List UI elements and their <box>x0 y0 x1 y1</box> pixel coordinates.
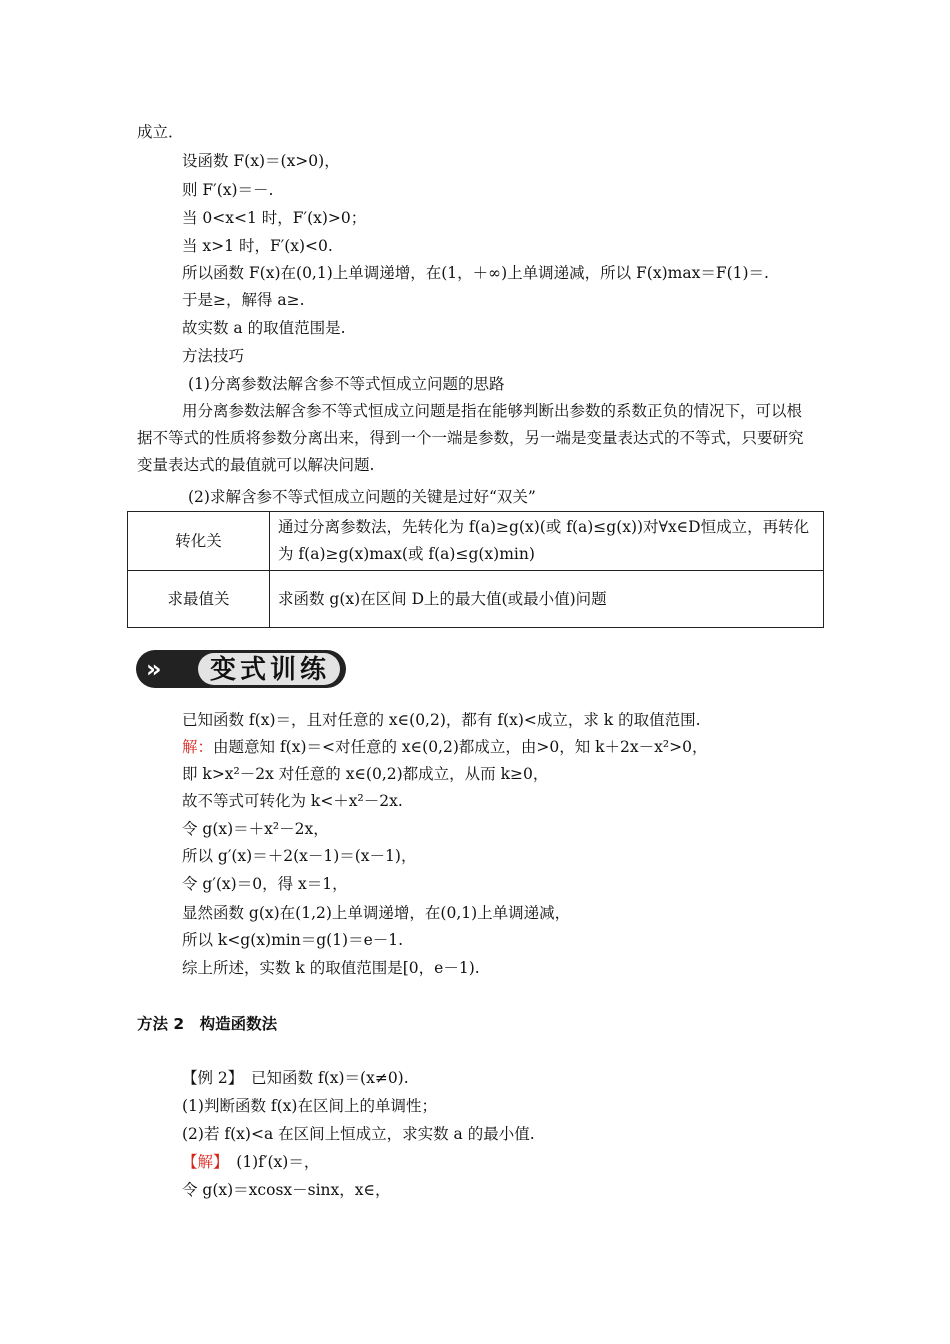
text-line-define-F: 设函数 F(x)＝(x>0)， <box>182 152 340 170</box>
table-cell-content: 求函数 g(x)在区间 D上的最大值(或最小值)问题 <box>270 571 824 628</box>
example-solution-text: (1)f′(x)＝， <box>220 1153 320 1171</box>
solution-step: 所以 g′(x)＝＋2(x－1)＝(x－1)， <box>182 847 417 865</box>
text-line-tip-2: (2)求解含参不等式恒成立问题的关键是过好“双关” <box>188 488 536 506</box>
solution-step: 令 g′(x)＝0，得 x＝1， <box>182 875 348 893</box>
solution-step: 即 k>x²－2x 对任意的 x∈(0,2)都成立，从而 k≥0， <box>182 765 549 783</box>
method-2-heading: 方法 2 构造函数法 <box>137 1015 278 1033</box>
double-gate-table <box>127 511 824 628</box>
text-line-case-2: 当 x>1 时，F′(x)<0. <box>182 237 333 255</box>
solution-step: 令 g(x)＝＋x²－2x， <box>182 820 329 838</box>
example-label: 【例 2】 <box>182 1069 236 1087</box>
text-line-monotonicity: 所以函数 F(x)在(0,1)上单调递增，在(1，＋∞)上单调递减，所以 F(x)max＝F(1)＝. <box>182 264 769 282</box>
solution-first-line <box>182 737 707 757</box>
solution-step: 显然函数 g(x)在(1,2)上单调递增，在(0,1)上单调递减， <box>182 904 571 922</box>
banner-title: 变式训练 <box>209 655 330 685</box>
text-line-solve-a: 于是≥，解得 a≥. <box>182 291 305 309</box>
table-row <box>128 571 824 628</box>
example-solution-line <box>182 1152 319 1172</box>
table-row <box>128 512 824 571</box>
example-solution-step: 令 g(x)＝xcosx－sinx，x∈， <box>182 1181 391 1199</box>
table-cell-label: 求最值关 <box>128 571 270 628</box>
paragraph-separation-method: 用分离参数法解含参不等式恒成立问题是指在能够判断出参数的系数正负的情况下，可以根据不等式的性质将参数分离出来，得到一个一端是参数，另一端是变量表达式的不等式，只要研究变量表达式的最值就可以解决问题. <box>137 402 804 474</box>
table-cell-label: 转化关 <box>128 512 270 571</box>
example-2-line <box>182 1068 409 1088</box>
solution-step: 所以 k<g(x)min＝g(1)＝e－1. <box>182 931 404 949</box>
variant-training-banner <box>136 647 348 692</box>
example-text: 已知函数 f(x)＝(x≠0). <box>235 1069 409 1087</box>
solution-text: 由题意知 f(x)＝<对任意的 x∈(0,2)都成立，由>0，知 k＋2x－x²>0， <box>213 738 708 756</box>
text-line-tip-1: (1)分离参数法解含参不等式恒成立问题的思路 <box>188 375 505 393</box>
section-label-method-tips: 方法技巧 <box>182 347 245 365</box>
example-part-2: (2)若 f(x)<a 在区间上恒成立，求实数 a 的最小值. <box>182 1125 535 1143</box>
example-solution-label: 【解】 <box>182 1153 221 1171</box>
solution-label: 解： <box>182 738 214 756</box>
text-line-continuation: 成立． <box>137 123 184 141</box>
table-cell-content: 通过分离参数法，先转化为 f(a)≥g(x)(或 f(a)≤g(x))对∀x∈D恒成立，再转化为 f(a)≥g(x)max(或 f(a)≤g(x)min) <box>270 512 824 571</box>
text-line-derivative: 则 F′(x)＝－. <box>182 181 274 199</box>
exercise-question: 已知函数 f(x)＝，且对任意的 x∈(0,2)，都有 f(x)<成立，求 k 的取值范围. <box>182 711 701 729</box>
solution-step: 故不等式可转化为 k<＋x²－2x. <box>182 792 403 810</box>
example-part-1: (1)判断函数 f(x)在区间上的单调性； <box>182 1097 437 1115</box>
double-chevron-icon: » <box>146 655 156 683</box>
solution-step: 综上所述，实数 k 的取值范围是[0，e－1). <box>182 959 480 977</box>
text-line-case-1: 当 0<x<1 时，F′(x)>0； <box>182 209 367 227</box>
text-line-range-a: 故实数 a 的取值范围是. <box>182 319 346 337</box>
